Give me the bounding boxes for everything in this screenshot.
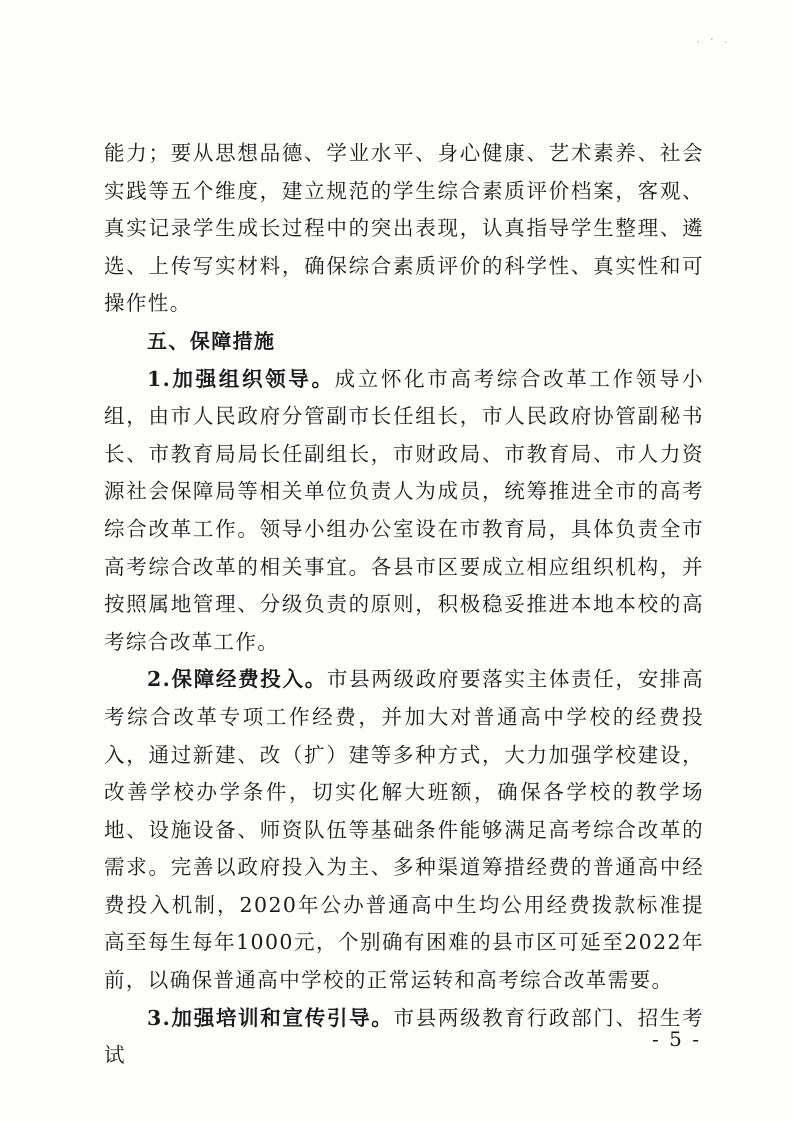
paragraph-text: 成立怀化市高考综合改革工作领导小组，由市人民政府分管副市长任组长，市人民政府协管副秘书长、市教育局局长任副组长，市财政局、市教育局、市人力资源社会保障局等相关单位负责人为成员，统筹推进全市的高考综合改革工作。领导小组办公室设在市教育局，具体负责全市高考综合改革的相关事宜。各县市区要成立相应组织机构，并按照属地管理、分级负责的原则，积极稳妥推进本地本校的高考综合改革工作。 bbox=[104, 366, 704, 654]
run-in-heading: 1.加强组织领导。 bbox=[147, 366, 335, 391]
paragraph-text: 市县两级政府要落实主体责任，安排高考综合改革专项工作经费，并加大对普通高中学校的经费投入，通过新建、改（扩）建等多种方式，大力加强学校建设，改善学校办学条件，切实化解大班额，确保各学校的教学场地、设施设备、师资队伍等基础条件能够满足高考综合改革的需求。完善以政府投入为主、多种渠道筹措经费的普通高中经费投入机制，2020年公办普通高中生均公用经费拨款标准提高至每生每年1000元，个别确有困难的县市区可延至2022年前，以确保普通高中学校的正常运转和高考综合改革需要。 bbox=[104, 667, 704, 993]
paragraph-funding bbox=[104, 661, 704, 999]
scan-marks: · ’ · bbox=[696, 38, 731, 48]
paragraph-text: 能力；要从思想品德、学业水平、身心健康、艺术素养、社会实践等五个维度，建立规范的学生综合素质评价档案，客观、真实记录学生成长过程中的突出表现，认真指导学生整理、遴选、上传写实材料，确保综合素质评价的科学性、真实性和可操作性。 bbox=[104, 141, 704, 316]
run-in-heading: 2.保障经费投入。 bbox=[147, 667, 327, 692]
page-number: - 5 - bbox=[652, 1027, 701, 1051]
paragraph-organization-leadership bbox=[104, 361, 704, 662]
run-in-heading: 3.加强培训和宣传引导。 bbox=[147, 1005, 394, 1030]
section-heading-safeguards: 五、保障措施 bbox=[147, 328, 276, 353]
paragraph-evaluation-continued bbox=[104, 135, 704, 323]
paragraph-training-publicity bbox=[104, 1000, 704, 1075]
paragraph-text: 市县两级教育行政部门、招生考试 bbox=[104, 1005, 704, 1068]
body-text bbox=[104, 135, 704, 1075]
